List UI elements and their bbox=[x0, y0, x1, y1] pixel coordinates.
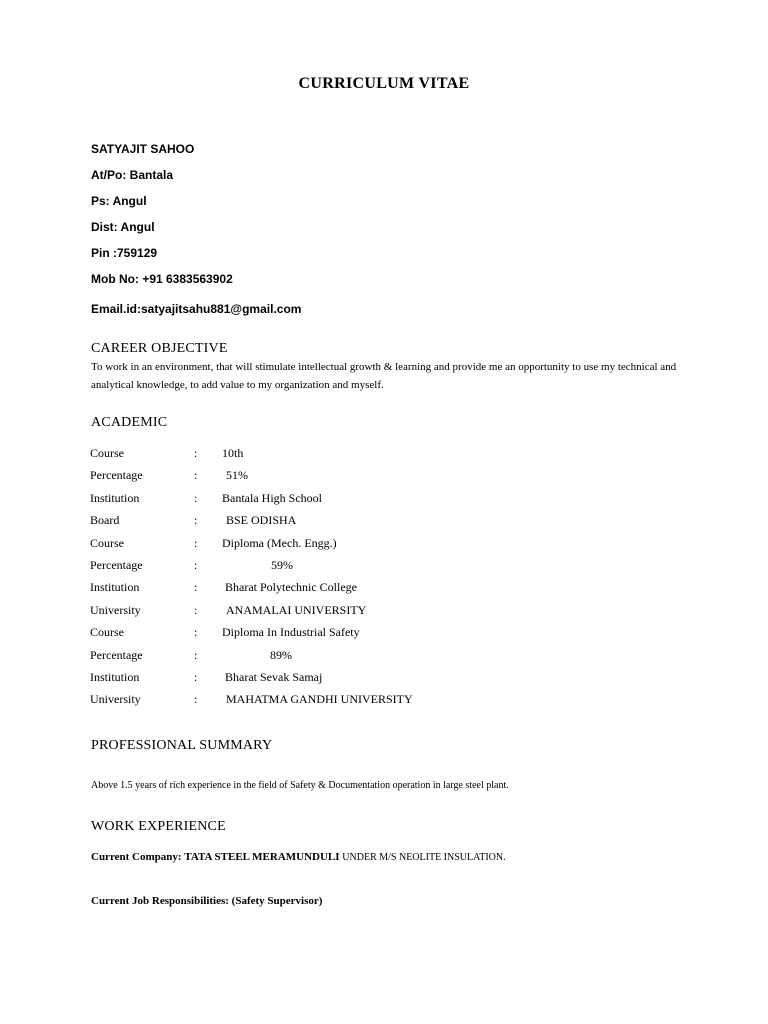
academic-label: Percentage bbox=[90, 468, 143, 483]
document-title: CURRICULUM VITAE bbox=[298, 75, 470, 92]
professional-summary-text: Above 1.5 years of rich experience in the field of Safety & Documentation operation in large steel plant. bbox=[91, 780, 509, 791]
academic-separator: : bbox=[194, 557, 198, 572]
academic-separator: : bbox=[194, 669, 198, 684]
current-company-line bbox=[91, 851, 506, 863]
applicant-name: SATYAJIT SAHOO bbox=[91, 142, 195, 156]
academic-separator: : bbox=[194, 513, 198, 528]
academic-label: University bbox=[90, 692, 141, 707]
address-pin: Pin :759129 bbox=[91, 246, 158, 260]
mobile-number: Mob No: +91 6383563902 bbox=[91, 272, 233, 286]
academic-value: 59% bbox=[271, 557, 293, 572]
academic-label: Percentage bbox=[90, 557, 143, 572]
academic-separator: : bbox=[194, 446, 198, 460]
academic-label: Course bbox=[90, 446, 124, 460]
academic-separator: : bbox=[194, 647, 198, 662]
job-responsibilities-line bbox=[91, 895, 322, 907]
academic-value: 89% bbox=[270, 647, 292, 662]
contact-block bbox=[91, 141, 301, 327]
work-experience-heading: WORK EXPERIENCE bbox=[91, 819, 226, 834]
current-company-name: TATA STEEL MERAMUNDULI bbox=[184, 851, 340, 863]
academic-value: Bantala High School bbox=[222, 490, 322, 505]
academic-label: Institution bbox=[90, 580, 140, 595]
academic-label: Institution bbox=[90, 490, 140, 505]
academic-separator: : bbox=[194, 602, 198, 617]
email-address: Email.id:satyajitsahu881@gmail.com bbox=[91, 302, 302, 316]
address-ps: Ps: Angul bbox=[91, 194, 147, 208]
current-company-label: Current Company: bbox=[91, 851, 182, 863]
academic-separator: : bbox=[194, 490, 198, 505]
address-atpo: At/Po: Bantala bbox=[91, 168, 174, 182]
academic-value: 10th bbox=[222, 446, 244, 460]
address-dist: Dist: Angul bbox=[91, 220, 155, 234]
academic-label: Institution bbox=[90, 669, 140, 684]
academic-value: Bharat Sevak Samaj bbox=[225, 669, 323, 684]
academic-label: Course bbox=[90, 625, 124, 640]
current-company-suffix: UNDER M/S NEOLITE INSULATION. bbox=[342, 852, 506, 863]
professional-summary-heading: PROFESSIONAL SUMMARY bbox=[91, 738, 273, 753]
academic-separator: : bbox=[194, 535, 198, 550]
academic-value: ANAMALAI UNIVERSITY bbox=[226, 602, 367, 617]
career-objective-text: To work in an environment, that will stimulate intellectual growth & learning and provide me an opportunity to use my technical and analytical knowledge, to add value to my organization and myself. bbox=[91, 361, 677, 391]
academic-heading: ACADEMIC bbox=[91, 415, 168, 430]
academic-label: Board bbox=[90, 513, 120, 528]
academic-separator: : bbox=[194, 580, 198, 595]
academic-label: Percentage bbox=[90, 647, 143, 662]
academic-value: Diploma In Industrial Safety bbox=[222, 625, 360, 640]
academic-value: Diploma (Mech. Engg.) bbox=[222, 535, 337, 550]
academic-value: BSE ODISHA bbox=[226, 513, 297, 528]
academic-value: MAHATMA GANDHI UNIVERSITY bbox=[226, 692, 413, 707]
academic-value: Bharat Polytechnic College bbox=[225, 580, 357, 595]
academic-label: University bbox=[90, 602, 141, 617]
job-responsibilities-label: Current Job Responsibilities: (Safety Supervisor) bbox=[91, 895, 323, 907]
academic-separator: : bbox=[194, 692, 198, 707]
academic-separator: : bbox=[194, 625, 198, 640]
career-objective-heading: CAREER OBJECTIVE bbox=[91, 341, 228, 356]
academic-label: Course bbox=[90, 535, 124, 550]
academic-value: 51% bbox=[226, 468, 248, 483]
academic-separator: : bbox=[194, 468, 198, 483]
